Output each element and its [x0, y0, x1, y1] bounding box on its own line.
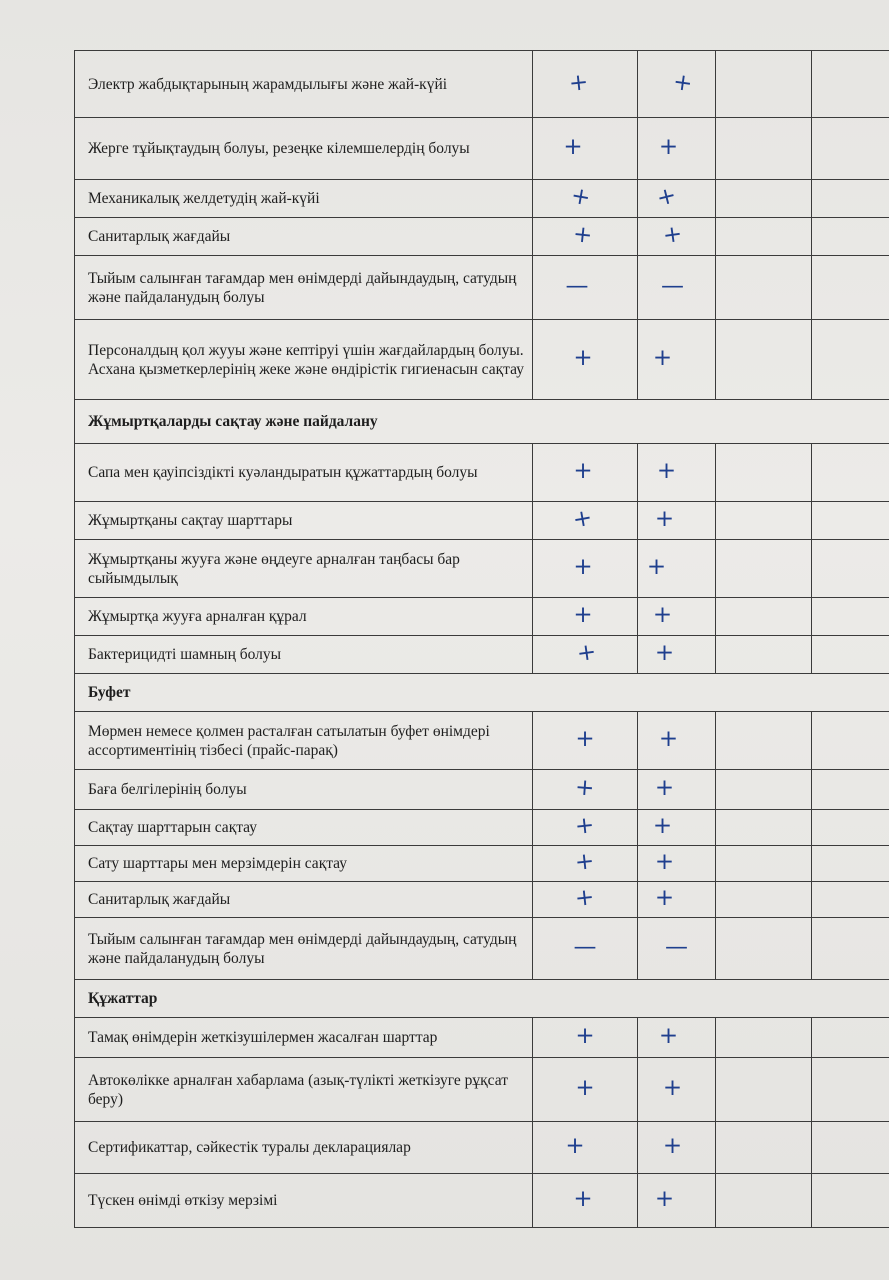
- empty-cell: [812, 598, 889, 636]
- mark-cell-2: [638, 502, 716, 540]
- empty-cell: [716, 882, 812, 918]
- empty-cell: [812, 502, 889, 540]
- checklist-row: [75, 540, 889, 598]
- section-row: [75, 400, 889, 444]
- empty-cell: [812, 320, 889, 400]
- mark-cell-2: [638, 712, 716, 770]
- handwritten-mark: +: [646, 554, 667, 580]
- handwritten-mark: +: [574, 884, 596, 912]
- criterion-text: Тыйым салынған тағамдар мен өнімдерді дайындаудың, сатудың және пайдаланудың болуы: [75, 918, 533, 980]
- checklist-row: [75, 1122, 889, 1174]
- handwritten-mark: +: [652, 345, 673, 371]
- criterion-text: Электр жабдықтарының жарамдылығы және жай-күйі: [75, 51, 533, 118]
- handwritten-mark: +: [654, 640, 675, 666]
- criterion-text: Жұмыртқаны жууға және өңдеуге арналған таңбасы бар сыйымдылық: [75, 540, 533, 598]
- handwritten-mark: +: [653, 182, 679, 212]
- handwritten-mark: +: [658, 726, 679, 752]
- handwritten-mark: +: [574, 774, 596, 802]
- empty-cell: [716, 918, 812, 980]
- criterion-text: Санитарлық жағдайы: [75, 882, 533, 918]
- handwritten-mark: +: [575, 726, 595, 752]
- criterion-text: Сертификаттар, сәйкестік туралы декларациялар: [75, 1122, 533, 1174]
- empty-cell: [716, 770, 812, 810]
- empty-cell: [716, 444, 812, 502]
- criterion-text: Сапа мен қауіпсіздікті куәландыратын құжаттардың болуы: [75, 444, 533, 502]
- handwritten-mark: +: [671, 68, 694, 97]
- empty-cell: [812, 918, 889, 980]
- mark-cell-1: [533, 502, 638, 540]
- mark-cell-2: [638, 118, 716, 180]
- handwritten-mark: +: [573, 458, 593, 484]
- checklist-row: [75, 256, 889, 320]
- empty-cell: [812, 1018, 889, 1058]
- handwritten-mark: +: [574, 848, 596, 876]
- empty-cell: [716, 846, 812, 882]
- criterion-text: Түскен өнімді өткізу мерзімі: [75, 1174, 533, 1228]
- mark-cell-1: [533, 118, 638, 180]
- empty-cell: [812, 810, 889, 846]
- empty-cell: [812, 1122, 889, 1174]
- empty-cell: [716, 810, 812, 846]
- mark-cell-2: [638, 770, 716, 810]
- empty-cell: [716, 118, 812, 180]
- mark-cell-1: [533, 51, 638, 118]
- checklist-body: [75, 51, 889, 1228]
- mark-cell-1: [533, 918, 638, 980]
- handwritten-mark: +: [573, 602, 593, 628]
- empty-cell: [716, 1058, 812, 1122]
- empty-cell: [716, 218, 812, 256]
- mark-cell-1: [533, 1058, 638, 1122]
- mark-cell-2: [638, 1122, 716, 1174]
- checklist-row: [75, 770, 889, 810]
- empty-cell: [716, 51, 812, 118]
- mark-cell-1: [533, 218, 638, 256]
- empty-cell: [812, 1174, 889, 1228]
- criterion-text: Сақтау шарттарын сақтау: [75, 810, 533, 846]
- checklist-row: [75, 502, 889, 540]
- mark-cell-1: [533, 882, 638, 918]
- empty-cell: [716, 180, 812, 218]
- mark-cell-1: [533, 1122, 638, 1174]
- handwritten-mark: +: [654, 849, 675, 875]
- checklist-row: [75, 118, 889, 180]
- criterion-text: Жерге тұйықтаудың болуы, резеңке кілемшелердің болуы: [75, 118, 533, 180]
- mark-cell-2: [638, 320, 716, 400]
- mark-cell-1: [533, 320, 638, 400]
- criterion-text: Мөрмен немесе қолмен расталған сатылатын буфет өнімдері ассортиментінің тізбесі (прайс-парақ): [75, 712, 533, 770]
- empty-cell: [812, 1058, 889, 1122]
- criterion-text: Сату шарттары мен мерзімдерін сақтау: [75, 846, 533, 882]
- empty-cell: [812, 712, 889, 770]
- criterion-text: Механикалық желдетудің жай-күйі: [75, 180, 533, 218]
- empty-cell: [716, 636, 812, 674]
- handwritten-mark: +: [654, 775, 675, 801]
- handwritten-mark: +: [654, 885, 675, 911]
- empty-cell: [812, 540, 889, 598]
- handwritten-mark: +: [575, 1023, 595, 1049]
- mark-cell-2: [638, 51, 716, 118]
- criterion-text: Персоналдың қол жууы және кептіруі үшін жағдайлардың болуы. Асхана қызметкерлерінің жеке және өндірістік гигиенасын сақтау: [75, 320, 533, 400]
- handwritten-mark: +: [573, 345, 593, 371]
- mark-cell-2: [638, 810, 716, 846]
- handwritten-mark: +: [565, 1133, 585, 1159]
- handwritten-mark: +: [658, 1023, 679, 1049]
- criterion-text: Тыйым салынған тағамдар мен өнімдерді дайындаудың, сатудың және пайдаланудың болуы: [75, 256, 533, 320]
- empty-cell: [716, 712, 812, 770]
- handwritten-mark: +: [572, 221, 594, 249]
- empty-cell: [812, 218, 889, 256]
- handwritten-mark: +: [662, 1075, 683, 1101]
- mark-cell-2: [638, 1018, 716, 1058]
- section-title: Буфет: [75, 674, 889, 712]
- handwritten-mark: +: [569, 182, 593, 212]
- empty-cell: [716, 256, 812, 320]
- mark-cell-1: [533, 770, 638, 810]
- mark-cell-2: [638, 882, 716, 918]
- handwritten-mark: —: [665, 934, 688, 960]
- mark-cell-1: [533, 540, 638, 598]
- section-row: [75, 980, 889, 1018]
- handwritten-mark: —: [661, 273, 684, 299]
- handwritten-mark: +: [575, 638, 599, 668]
- mark-cell-2: [638, 180, 716, 218]
- checklist-row: [75, 444, 889, 502]
- mark-cell-2: [638, 598, 716, 636]
- handwritten-mark: +: [568, 68, 590, 97]
- mark-cell-2: [638, 918, 716, 980]
- checklist-table: [74, 50, 889, 1228]
- mark-cell-2: [638, 1058, 716, 1122]
- mark-cell-1: [533, 444, 638, 502]
- checklist-row: [75, 51, 889, 118]
- mark-cell-1: [533, 636, 638, 674]
- empty-cell: [716, 1018, 812, 1058]
- handwritten-mark: +: [652, 813, 673, 839]
- checklist-row: [75, 918, 889, 980]
- mark-cell-2: [638, 218, 716, 256]
- section-title: Жұмыртқаларды сақтау және пайдалану: [75, 400, 889, 444]
- empty-cell: [812, 118, 889, 180]
- handwritten-mark: +: [652, 602, 673, 628]
- handwritten-mark: —: [565, 273, 589, 299]
- handwritten-mark: +: [654, 506, 675, 532]
- criterion-text: Жұмыртқаны сақтау шарттары: [75, 502, 533, 540]
- mark-cell-2: [638, 444, 716, 502]
- criterion-text: Баға белгілерінің болуы: [75, 770, 533, 810]
- mark-cell-1: [533, 846, 638, 882]
- section-title: Құжаттар: [75, 980, 889, 1018]
- empty-cell: [716, 540, 812, 598]
- handwritten-mark: +: [656, 458, 677, 484]
- criterion-text: Жұмыртқа жууға арналған құрал: [75, 598, 533, 636]
- mark-cell-1: [533, 598, 638, 636]
- handwritten-mark: +: [563, 134, 583, 160]
- section-row: [75, 674, 889, 712]
- empty-cell: [716, 502, 812, 540]
- handwritten-mark: —: [573, 934, 597, 960]
- handwritten-mark: +: [658, 134, 679, 160]
- empty-cell: [716, 1174, 812, 1228]
- handwritten-mark: +: [574, 812, 596, 840]
- mark-cell-1: [533, 1018, 638, 1058]
- handwritten-mark: +: [573, 554, 593, 580]
- handwritten-mark: +: [662, 1133, 683, 1159]
- mark-cell-2: [638, 540, 716, 598]
- checklist-row: [75, 218, 889, 256]
- empty-cell: [812, 770, 889, 810]
- checklist-row: [75, 598, 889, 636]
- mark-cell-1: [533, 1174, 638, 1228]
- checklist-row: [75, 320, 889, 400]
- mark-cell-1: [533, 810, 638, 846]
- mark-cell-1: [533, 180, 638, 218]
- empty-cell: [812, 846, 889, 882]
- empty-cell: [812, 180, 889, 218]
- mark-cell-1: [533, 712, 638, 770]
- handwritten-mark: +: [571, 504, 595, 534]
- empty-cell: [812, 256, 889, 320]
- criterion-text: Санитарлық жағдайы: [75, 218, 533, 256]
- mark-cell-2: [638, 636, 716, 674]
- criterion-text: Бактерицидті шамның болуы: [75, 636, 533, 674]
- handwritten-mark: +: [573, 1186, 593, 1212]
- checklist-row: [75, 1018, 889, 1058]
- checklist-row: [75, 846, 889, 882]
- empty-cell: [716, 598, 812, 636]
- checklist-row: [75, 712, 889, 770]
- empty-cell: [716, 1122, 812, 1174]
- mark-cell-2: [638, 846, 716, 882]
- empty-cell: [716, 320, 812, 400]
- checklist-row: [75, 180, 889, 218]
- checklist-row: [75, 636, 889, 674]
- checklist-row: [75, 882, 889, 918]
- empty-cell: [812, 444, 889, 502]
- checklist-row: [75, 810, 889, 846]
- criterion-text: Автокөлікке арналған хабарлама (азық-түлікті жеткізуге рұқсат беру): [75, 1058, 533, 1122]
- criterion-text: Тамақ өнімдерін жеткізушілермен жасалған шарттар: [75, 1018, 533, 1058]
- checklist-row: [75, 1058, 889, 1122]
- handwritten-mark: +: [654, 1186, 675, 1212]
- handwritten-mark: +: [575, 1075, 595, 1101]
- mark-cell-2: [638, 256, 716, 320]
- empty-cell: [812, 51, 889, 118]
- handwritten-mark: +: [661, 220, 684, 250]
- mark-cell-2: [638, 1174, 716, 1228]
- checklist-row: [75, 1174, 889, 1228]
- empty-cell: [812, 882, 889, 918]
- mark-cell-1: [533, 256, 638, 320]
- empty-cell: [812, 636, 889, 674]
